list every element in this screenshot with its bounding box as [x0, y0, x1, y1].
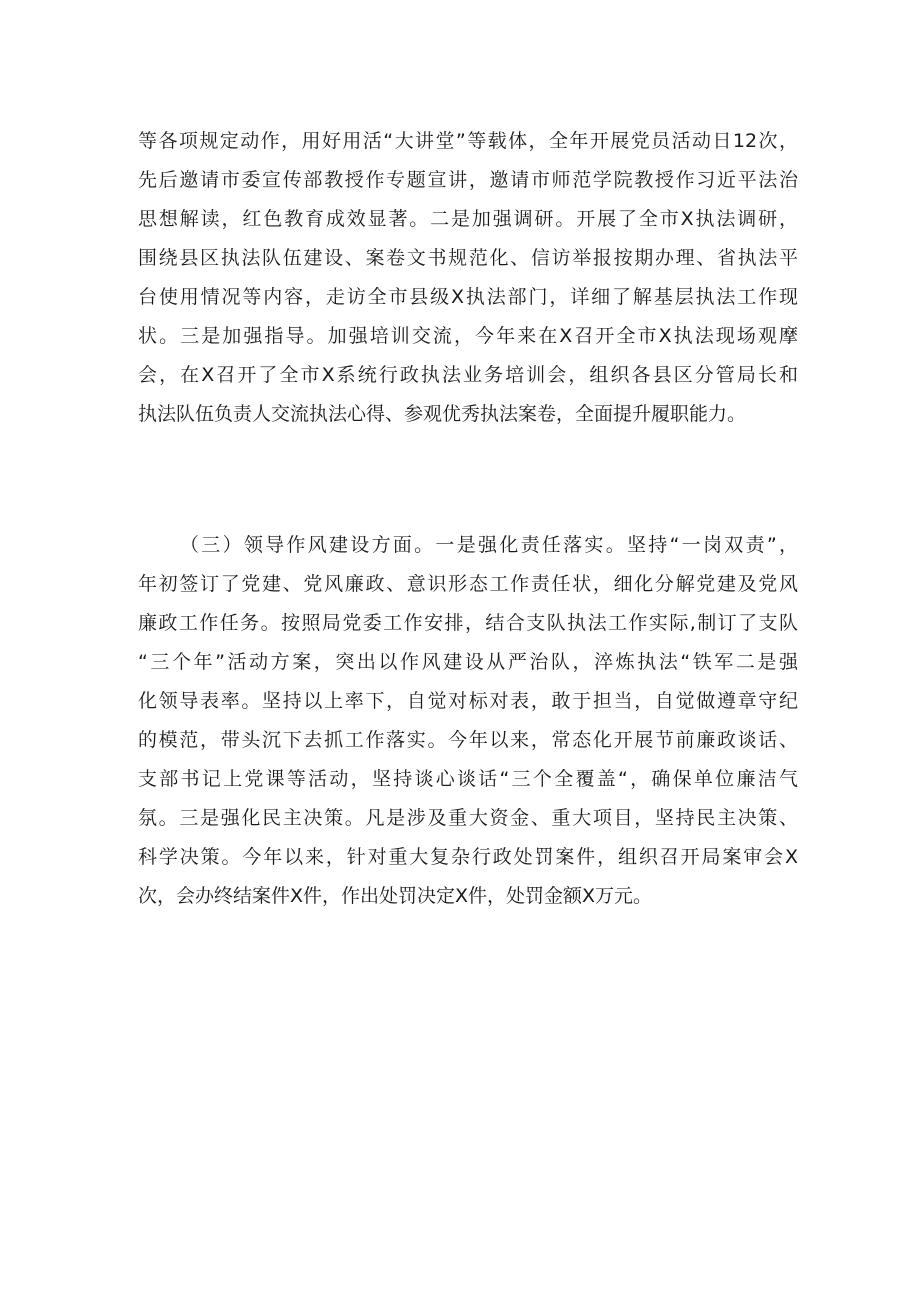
text-line: 支部书记上党课等活动，坚持谈心谈话“三个全覆盖“，确保单位廉洁气 [138, 768, 798, 790]
text-line: 先后邀请市委宣传部教授作专题宣讲，邀请市师范学院教授作习近平法治 [138, 169, 798, 191]
text-line: 思想解读，红色教育成效显著。二是加强调研。开展了全市X执法调研， [138, 208, 798, 230]
text-line: 化领导表率。坚持以上率下，自觉对标对表，敢于担当，自觉做遵章守纪 [138, 690, 798, 712]
text-line: 廉政工作任务。按照局党委工作安排，结合支队执法工作实际,制订了支队 [138, 612, 798, 634]
text-line: 执法队伍负责人交流执法心得、参观优秀执法案卷，全面提升履职能力。 [138, 403, 747, 425]
text-line: 年初签订了党建、党风廉政、意识形态工作责任状，细化分解党建及党风 [138, 573, 798, 595]
text-line: 科学决策。今年以来，针对重大复杂行政处罚案件，组织召开局案审会X [138, 846, 798, 868]
text-line: 等各项规定动作，用好用活“大讲堂”等载体，全年开展党员活动日12次， [138, 130, 798, 152]
text-line: 氛。三是强化民主决策。凡是涉及重大资金、重大项目，坚持民主决策、 [138, 807, 798, 829]
text-line: “三个年”活动方案，突出以作风建设从严治队，淬炼执法“铁军二是强 [138, 651, 798, 673]
paragraph-party-building-activities [138, 122, 798, 434]
text-line: 围绕县区执法队伍建设、案卷文书规范化、信访举报按期办理、省执法平 [138, 247, 798, 269]
text-line: 状。三是加强指导。加强培训交流，今年来在X召开全市X执法现场观摩 [138, 325, 798, 347]
text-line: 次，会办终结案件X件，作出处罚决定X件，处罚金额X万元。 [138, 885, 653, 907]
text-line: 的模范，带头沉下去抓工作落实。今年以来，常态化开展节前廉政谈话、 [138, 729, 798, 751]
text-line: 会，在X召开了全市X系统行政执法业务培训会，组织各县区分管局长和 [138, 364, 798, 386]
section-heading-line: （三）领导作风建设方面。一是强化责任落实。坚持“一岗双责”， [180, 534, 798, 556]
paragraph-leadership-style [138, 526, 798, 916]
text-line: 台使用情况等内容，走访全市县级X执法部门，详细了解基层执法工作现 [138, 286, 798, 308]
